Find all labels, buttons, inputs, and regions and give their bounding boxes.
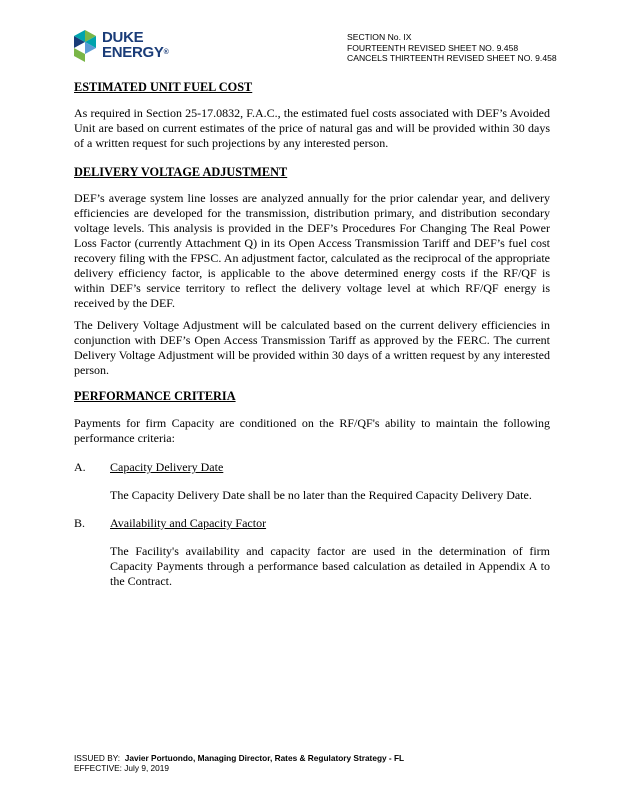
logo-registered-mark: ® [163, 49, 169, 56]
logo-line-2: ENERGY [102, 44, 164, 61]
issued-by-label: ISSUED BY: [74, 753, 121, 763]
paragraph-fuel-cost: As required in Section 25-17.0832, F.A.C., the estimated fuel costs associated with DEF’s Avoided Unit are based on current estimates of the price of natural gas and will be provided within 30 days of a written request for such projections by any interested person. [74, 106, 550, 150]
paragraph-voltage-2: The Delivery Voltage Adjustment will be calculated based on the current delivery efficiencies in conjunction with DEF’s Open Access Transmission Tariff as approved by the FERC. The current Delivery Voltage Adjustment will be provided within 30 days of a written request by any interested person. [74, 318, 550, 377]
footer [74, 753, 404, 773]
cancels-sheet: CANCELS THIRTEENTH REVISED SHEET NO. 9.458 [347, 53, 557, 63]
logo-line-1: DUKE [102, 29, 144, 46]
item-b-title: Availability and Capacity Factor [110, 516, 267, 530]
duke-energy-logo [68, 28, 178, 66]
effective-date: July 9, 2019 [124, 763, 170, 773]
paragraph-performance-intro: Payments for firm Capacity are conditioned on the RF/QF's ability to maintain the following performance criteria: [74, 416, 550, 445]
item-a-title: Capacity Delivery Date [110, 460, 224, 474]
issued-by-name: Javier Portuondo, Managing Director, Rates & Regulatory Strategy - FL [124, 753, 405, 763]
heading-performance-criteria: PERFORMANCE CRITERIA [74, 389, 236, 403]
section-number: SECTION No. IX [347, 32, 412, 42]
effective-label: EFFECTIVE: [74, 763, 122, 773]
heading-delivery-voltage-adjustment: DELIVERY VOLTAGE ADJUSTMENT [74, 165, 288, 179]
logo-wordmark [102, 30, 168, 60]
item-a-letter: A. [74, 460, 86, 474]
revised-sheet: FOURTEENTH REVISED SHEET NO. 9.458 [347, 42, 519, 53]
heading-estimated-unit-fuel-cost: ESTIMATED UNIT FUEL COST [74, 80, 253, 94]
item-a-text: The Capacity Delivery Date shall be no later than the Required Capacity Delivery Date. [110, 488, 532, 502]
item-b-letter: B. [74, 516, 86, 530]
item-b-text: The Facility's availability and capacity factor are used in the determination of firm Capacity Payments through a performance based calculation as detailed in Appendix A to the Contract. [110, 544, 550, 588]
paragraph-voltage-1: DEF’s average system line losses are analyzed annually for the prior calendar year, and delivery efficiencies are developed for the transmission, distribution primary, and distribution secondary voltage levels. This analysis is provided in the DEF’s Procedures For Changing The Real Power Loss Factor (currently Attachment Q) in its Open Access Transmission Tariff and DEF’s fuel cost recovery filing with the FPSC. An adjustment factor, calculated as the reciprocal of the appropriate delivery efficiency factor, is applicable to the above determined energy costs if the RF/QF is within DEF’s service territory to reflect the delivery voltage level at which RF/QF energy is received by the DEF. [74, 191, 550, 310]
duke-energy-logo-mark-icon [68, 28, 102, 64]
sheet-info [347, 32, 557, 64]
